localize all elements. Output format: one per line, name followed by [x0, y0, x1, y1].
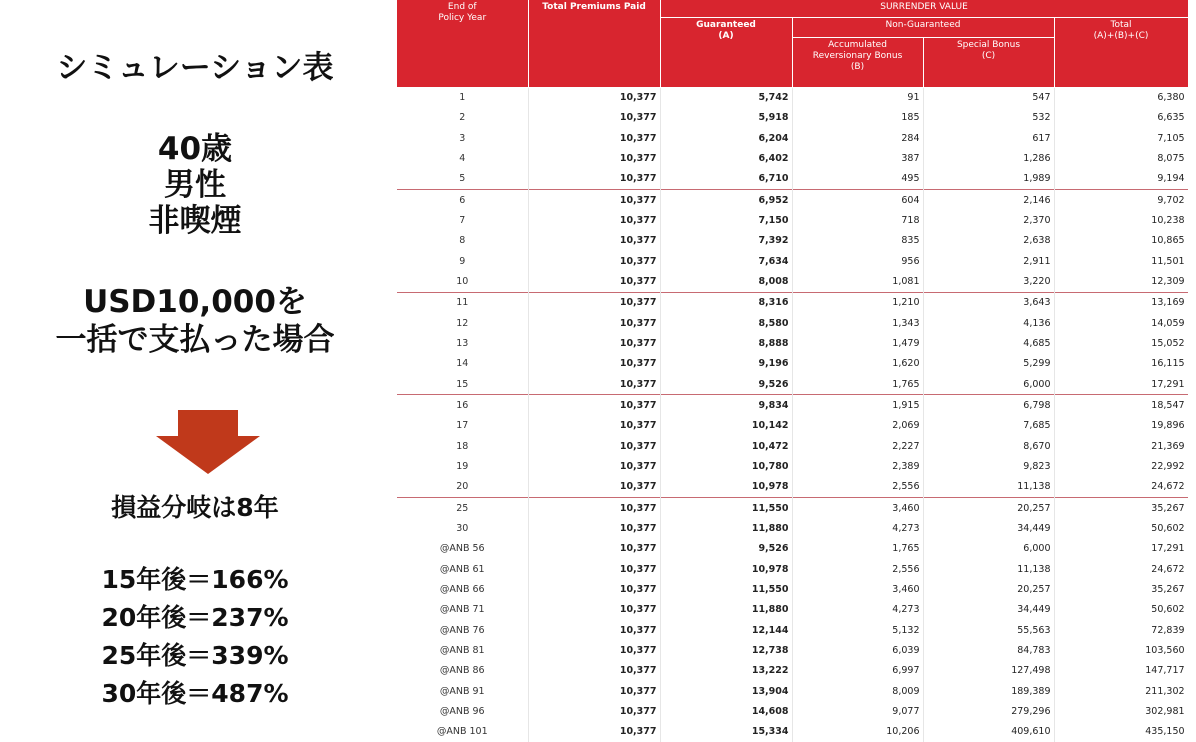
table-row [397, 87, 1188, 108]
reversionary-bonus-cell: 91 [792, 87, 923, 108]
premiums-cell: 10,377 [528, 231, 660, 251]
total-cell: 17,291 [1054, 539, 1188, 559]
guaranteed-cell: 7,150 [660, 210, 792, 230]
premiums-cell: 10,377 [528, 518, 660, 538]
table-row [397, 498, 1188, 519]
reversionary-bonus-cell: 4,273 [792, 600, 923, 620]
total-cell: 10,865 [1054, 231, 1188, 251]
special-bonus-cell: 4,685 [923, 333, 1054, 353]
policy-year-cell: @ANB 61 [397, 559, 528, 579]
total-cell: 16,115 [1054, 354, 1188, 374]
total-cell: 211,302 [1054, 681, 1188, 701]
reversionary-bonus-cell: 956 [792, 251, 923, 271]
policy-year-cell: 16 [397, 395, 528, 416]
total-cell: 6,635 [1054, 108, 1188, 128]
special-bonus-cell: 2,370 [923, 210, 1054, 230]
guaranteed-cell: 9,526 [660, 539, 792, 559]
total-cell: 12,309 [1054, 271, 1188, 292]
premiums-cell: 10,377 [528, 661, 660, 681]
special-bonus-cell: 4,136 [923, 313, 1054, 333]
reversionary-bonus-cell: 604 [792, 190, 923, 211]
reversionary-bonus-cell: 1,915 [792, 395, 923, 416]
premiums-cell: 10,377 [528, 395, 660, 416]
total-cell: 35,267 [1054, 579, 1188, 599]
table-row [397, 148, 1188, 168]
table-row [397, 190, 1188, 211]
policy-year-cell: 2 [397, 108, 528, 128]
premiums-cell: 10,377 [528, 169, 660, 190]
header-special-bonus: Special Bonus (C) [923, 37, 1054, 87]
premiums-cell: 10,377 [528, 498, 660, 519]
reversionary-bonus-cell: 387 [792, 148, 923, 168]
total-cell: 147,717 [1054, 661, 1188, 681]
policy-year-cell: 13 [397, 333, 528, 353]
premiums-cell: 10,377 [528, 251, 660, 271]
special-bonus-cell: 20,257 [923, 579, 1054, 599]
premiums-cell: 10,377 [528, 620, 660, 640]
premiums-cell: 10,377 [528, 108, 660, 128]
premiums-cell: 10,377 [528, 436, 660, 456]
table-row [397, 456, 1188, 476]
gender-label: 男性 [164, 167, 226, 203]
table-row [397, 436, 1188, 456]
guaranteed-cell: 11,880 [660, 518, 792, 538]
table-row [397, 210, 1188, 230]
premiums-cell: 10,377 [528, 313, 660, 333]
total-cell: 19,896 [1054, 416, 1188, 436]
special-bonus-cell: 2,146 [923, 190, 1054, 211]
table-row [397, 661, 1188, 681]
table-row [397, 640, 1188, 660]
guaranteed-cell: 8,888 [660, 333, 792, 353]
table-row [397, 128, 1188, 148]
guaranteed-cell: 10,472 [660, 436, 792, 456]
guaranteed-cell: 15,334 [660, 722, 792, 742]
policy-year-cell: 25 [397, 498, 528, 519]
reversionary-bonus-cell: 2,389 [792, 456, 923, 476]
reversionary-bonus-cell: 1,765 [792, 374, 923, 395]
special-bonus-cell: 9,823 [923, 456, 1054, 476]
policy-year-cell: 8 [397, 231, 528, 251]
premiums-cell: 10,377 [528, 148, 660, 168]
policy-year-cell: 6 [397, 190, 528, 211]
reversionary-bonus-cell: 3,460 [792, 498, 923, 519]
special-bonus-cell: 8,670 [923, 436, 1054, 456]
reversionary-bonus-cell: 6,039 [792, 640, 923, 660]
guaranteed-cell: 7,392 [660, 231, 792, 251]
table-body [397, 87, 1188, 742]
table-row [397, 579, 1188, 599]
return-25-years: 25年後＝339% [101, 641, 289, 670]
special-bonus-cell: 1,286 [923, 148, 1054, 168]
policy-year-cell: 12 [397, 313, 528, 333]
total-cell: 13,169 [1054, 292, 1188, 313]
payment-line-1: USD10,000を [83, 284, 307, 320]
policy-year-cell: 7 [397, 210, 528, 230]
reversionary-bonus-cell: 2,069 [792, 416, 923, 436]
total-cell: 22,992 [1054, 456, 1188, 476]
reversionary-bonus-cell: 1,210 [792, 292, 923, 313]
guaranteed-cell: 9,834 [660, 395, 792, 416]
policy-year-cell: 4 [397, 148, 528, 168]
policy-year-cell: @ANB 66 [397, 579, 528, 599]
premiums-cell: 10,377 [528, 190, 660, 211]
reversionary-bonus-cell: 2,227 [792, 436, 923, 456]
reversionary-bonus-cell: 9,077 [792, 701, 923, 721]
return-20-years: 20年後＝237% [101, 603, 289, 632]
table-row [397, 477, 1188, 498]
guaranteed-cell: 11,550 [660, 498, 792, 519]
premiums-cell: 10,377 [528, 539, 660, 559]
reversionary-bonus-cell: 284 [792, 128, 923, 148]
reversionary-bonus-cell: 10,206 [792, 722, 923, 742]
reversionary-bonus-cell: 718 [792, 210, 923, 230]
table-row [397, 251, 1188, 271]
premiums-cell: 10,377 [528, 333, 660, 353]
policy-year-cell: 3 [397, 128, 528, 148]
policy-year-cell: @ANB 86 [397, 661, 528, 681]
total-cell: 50,602 [1054, 518, 1188, 538]
reversionary-bonus-cell: 2,556 [792, 559, 923, 579]
policy-year-cell: 15 [397, 374, 528, 395]
total-cell: 9,702 [1054, 190, 1188, 211]
table-row [397, 271, 1188, 292]
header-total: Total (A)+(B)+(C) [1054, 17, 1188, 87]
total-cell: 17,291 [1054, 374, 1188, 395]
reversionary-bonus-cell: 835 [792, 231, 923, 251]
table-row [397, 313, 1188, 333]
special-bonus-cell: 6,798 [923, 395, 1054, 416]
guaranteed-cell: 5,918 [660, 108, 792, 128]
policy-year-cell: 14 [397, 354, 528, 374]
guaranteed-cell: 6,204 [660, 128, 792, 148]
policy-year-cell: @ANB 71 [397, 600, 528, 620]
premiums-cell: 10,377 [528, 559, 660, 579]
total-cell: 8,075 [1054, 148, 1188, 168]
table-row [397, 169, 1188, 190]
table-row [397, 701, 1188, 721]
simulation-title: シミュレーション表 [56, 50, 334, 86]
return-30-years: 30年後＝487% [101, 679, 289, 708]
guaranteed-cell: 10,142 [660, 416, 792, 436]
total-cell: 24,672 [1054, 559, 1188, 579]
policy-year-cell: 19 [397, 456, 528, 476]
special-bonus-cell: 279,296 [923, 701, 1054, 721]
premiums-cell: 10,377 [528, 128, 660, 148]
special-bonus-cell: 2,911 [923, 251, 1054, 271]
guaranteed-cell: 7,634 [660, 251, 792, 271]
reversionary-bonus-cell: 3,460 [792, 579, 923, 599]
premiums-cell: 10,377 [528, 681, 660, 701]
reversionary-bonus-cell: 2,556 [792, 477, 923, 498]
header-total-premiums: Total Premiums Paid [528, 0, 660, 87]
special-bonus-cell: 2,638 [923, 231, 1054, 251]
return-15-years: 15年後＝166% [101, 565, 289, 594]
table-row [397, 539, 1188, 559]
special-bonus-cell: 547 [923, 87, 1054, 108]
table-row [397, 722, 1188, 742]
header-non-guaranteed: Non-Guaranteed [792, 17, 1054, 37]
special-bonus-cell: 617 [923, 128, 1054, 148]
special-bonus-cell: 34,449 [923, 518, 1054, 538]
premiums-cell: 10,377 [528, 701, 660, 721]
premiums-cell: 10,377 [528, 477, 660, 498]
table-row [397, 354, 1188, 374]
special-bonus-cell: 5,299 [923, 354, 1054, 374]
summary-panel [0, 0, 390, 742]
down-arrow-icon [156, 410, 260, 474]
reversionary-bonus-cell: 6,997 [792, 661, 923, 681]
guaranteed-cell: 8,008 [660, 271, 792, 292]
premiums-cell: 10,377 [528, 456, 660, 476]
premiums-cell: 10,377 [528, 600, 660, 620]
table-row [397, 395, 1188, 416]
policy-year-cell: @ANB 91 [397, 681, 528, 701]
guaranteed-cell: 11,880 [660, 600, 792, 620]
table-row [397, 231, 1188, 251]
guaranteed-cell: 8,580 [660, 313, 792, 333]
policy-year-cell: 17 [397, 416, 528, 436]
premiums-cell: 10,377 [528, 416, 660, 436]
guaranteed-cell: 6,952 [660, 190, 792, 211]
reversionary-bonus-cell: 1,479 [792, 333, 923, 353]
table-row [397, 600, 1188, 620]
table-header [397, 0, 1188, 87]
policy-year-cell: @ANB 101 [397, 722, 528, 742]
total-cell: 9,194 [1054, 169, 1188, 190]
special-bonus-cell: 11,138 [923, 477, 1054, 498]
special-bonus-cell: 409,610 [923, 722, 1054, 742]
premiums-cell: 10,377 [528, 354, 660, 374]
table-row [397, 681, 1188, 701]
header-surrender-value: SURRENDER VALUE [660, 0, 1188, 17]
premiums-cell: 10,377 [528, 640, 660, 660]
premiums-cell: 10,377 [528, 722, 660, 742]
guaranteed-cell: 8,316 [660, 292, 792, 313]
age-label: 40歳 [157, 131, 233, 167]
reversionary-bonus-cell: 1,620 [792, 354, 923, 374]
policy-year-cell: 30 [397, 518, 528, 538]
guaranteed-cell: 13,222 [660, 661, 792, 681]
total-cell: 15,052 [1054, 333, 1188, 353]
policy-year-cell: @ANB 76 [397, 620, 528, 640]
guaranteed-cell: 9,196 [660, 354, 792, 374]
reversionary-bonus-cell: 1,081 [792, 271, 923, 292]
total-cell: 21,369 [1054, 436, 1188, 456]
special-bonus-cell: 20,257 [923, 498, 1054, 519]
special-bonus-cell: 532 [923, 108, 1054, 128]
guaranteed-cell: 11,550 [660, 579, 792, 599]
payment-line-2: 一括で支払った場合 [55, 322, 335, 358]
guaranteed-cell: 10,780 [660, 456, 792, 476]
header-reversionary-bonus: Accumulated Reversionary Bonus (B) [792, 37, 923, 87]
guaranteed-cell: 10,978 [660, 559, 792, 579]
reversionary-bonus-cell: 1,343 [792, 313, 923, 333]
guaranteed-cell: 10,978 [660, 477, 792, 498]
policy-year-cell: 11 [397, 292, 528, 313]
table-row [397, 518, 1188, 538]
total-cell: 50,602 [1054, 600, 1188, 620]
table-row [397, 108, 1188, 128]
total-cell: 6,380 [1054, 87, 1188, 108]
policy-year-cell: @ANB 96 [397, 701, 528, 721]
header-policy-year: End of Policy Year [397, 0, 528, 87]
premiums-cell: 10,377 [528, 210, 660, 230]
reversionary-bonus-cell: 4,273 [792, 518, 923, 538]
table-row [397, 559, 1188, 579]
policy-year-cell: @ANB 56 [397, 539, 528, 559]
special-bonus-cell: 84,783 [923, 640, 1054, 660]
reversionary-bonus-cell: 5,132 [792, 620, 923, 640]
smoking-label: 非喫煙 [148, 203, 242, 239]
premiums-cell: 10,377 [528, 579, 660, 599]
special-bonus-cell: 55,563 [923, 620, 1054, 640]
premiums-cell: 10,377 [528, 374, 660, 395]
total-cell: 103,560 [1054, 640, 1188, 660]
reversionary-bonus-cell: 185 [792, 108, 923, 128]
total-cell: 35,267 [1054, 498, 1188, 519]
total-cell: 435,150 [1054, 722, 1188, 742]
table-row [397, 620, 1188, 640]
premiums-cell: 10,377 [528, 271, 660, 292]
policy-year-cell: 18 [397, 436, 528, 456]
guaranteed-cell: 5,742 [660, 87, 792, 108]
surrender-value-table [397, 0, 1188, 742]
guaranteed-cell: 12,738 [660, 640, 792, 660]
total-cell: 302,981 [1054, 701, 1188, 721]
policy-year-cell: 9 [397, 251, 528, 271]
reversionary-bonus-cell: 1,765 [792, 539, 923, 559]
special-bonus-cell: 189,389 [923, 681, 1054, 701]
policy-year-cell: 1 [397, 87, 528, 108]
breakeven-label: 損益分岐は8年 [111, 493, 279, 522]
special-bonus-cell: 6,000 [923, 374, 1054, 395]
total-cell: 11,501 [1054, 251, 1188, 271]
policy-year-cell: 5 [397, 169, 528, 190]
special-bonus-cell: 3,220 [923, 271, 1054, 292]
guaranteed-cell: 12,144 [660, 620, 792, 640]
special-bonus-cell: 3,643 [923, 292, 1054, 313]
guaranteed-cell: 6,402 [660, 148, 792, 168]
table-row [397, 416, 1188, 436]
table-row [397, 292, 1188, 313]
policy-year-cell: @ANB 81 [397, 640, 528, 660]
total-cell: 10,238 [1054, 210, 1188, 230]
total-cell: 24,672 [1054, 477, 1188, 498]
reversionary-bonus-cell: 495 [792, 169, 923, 190]
total-cell: 18,547 [1054, 395, 1188, 416]
total-cell: 72,839 [1054, 620, 1188, 640]
total-cell: 14,059 [1054, 313, 1188, 333]
reversionary-bonus-cell: 8,009 [792, 681, 923, 701]
special-bonus-cell: 34,449 [923, 600, 1054, 620]
header-guaranteed: Guaranteed (A) [660, 17, 792, 87]
policy-year-cell: 20 [397, 477, 528, 498]
special-bonus-cell: 6,000 [923, 539, 1054, 559]
premiums-cell: 10,377 [528, 292, 660, 313]
special-bonus-cell: 1,989 [923, 169, 1054, 190]
guaranteed-cell: 6,710 [660, 169, 792, 190]
policy-year-cell: 10 [397, 271, 528, 292]
guaranteed-cell: 13,904 [660, 681, 792, 701]
guaranteed-cell: 9,526 [660, 374, 792, 395]
premiums-cell: 10,377 [528, 87, 660, 108]
total-cell: 7,105 [1054, 128, 1188, 148]
special-bonus-cell: 127,498 [923, 661, 1054, 681]
special-bonus-cell: 7,685 [923, 416, 1054, 436]
special-bonus-cell: 11,138 [923, 559, 1054, 579]
table-row [397, 333, 1188, 353]
table-row [397, 374, 1188, 395]
guaranteed-cell: 14,608 [660, 701, 792, 721]
